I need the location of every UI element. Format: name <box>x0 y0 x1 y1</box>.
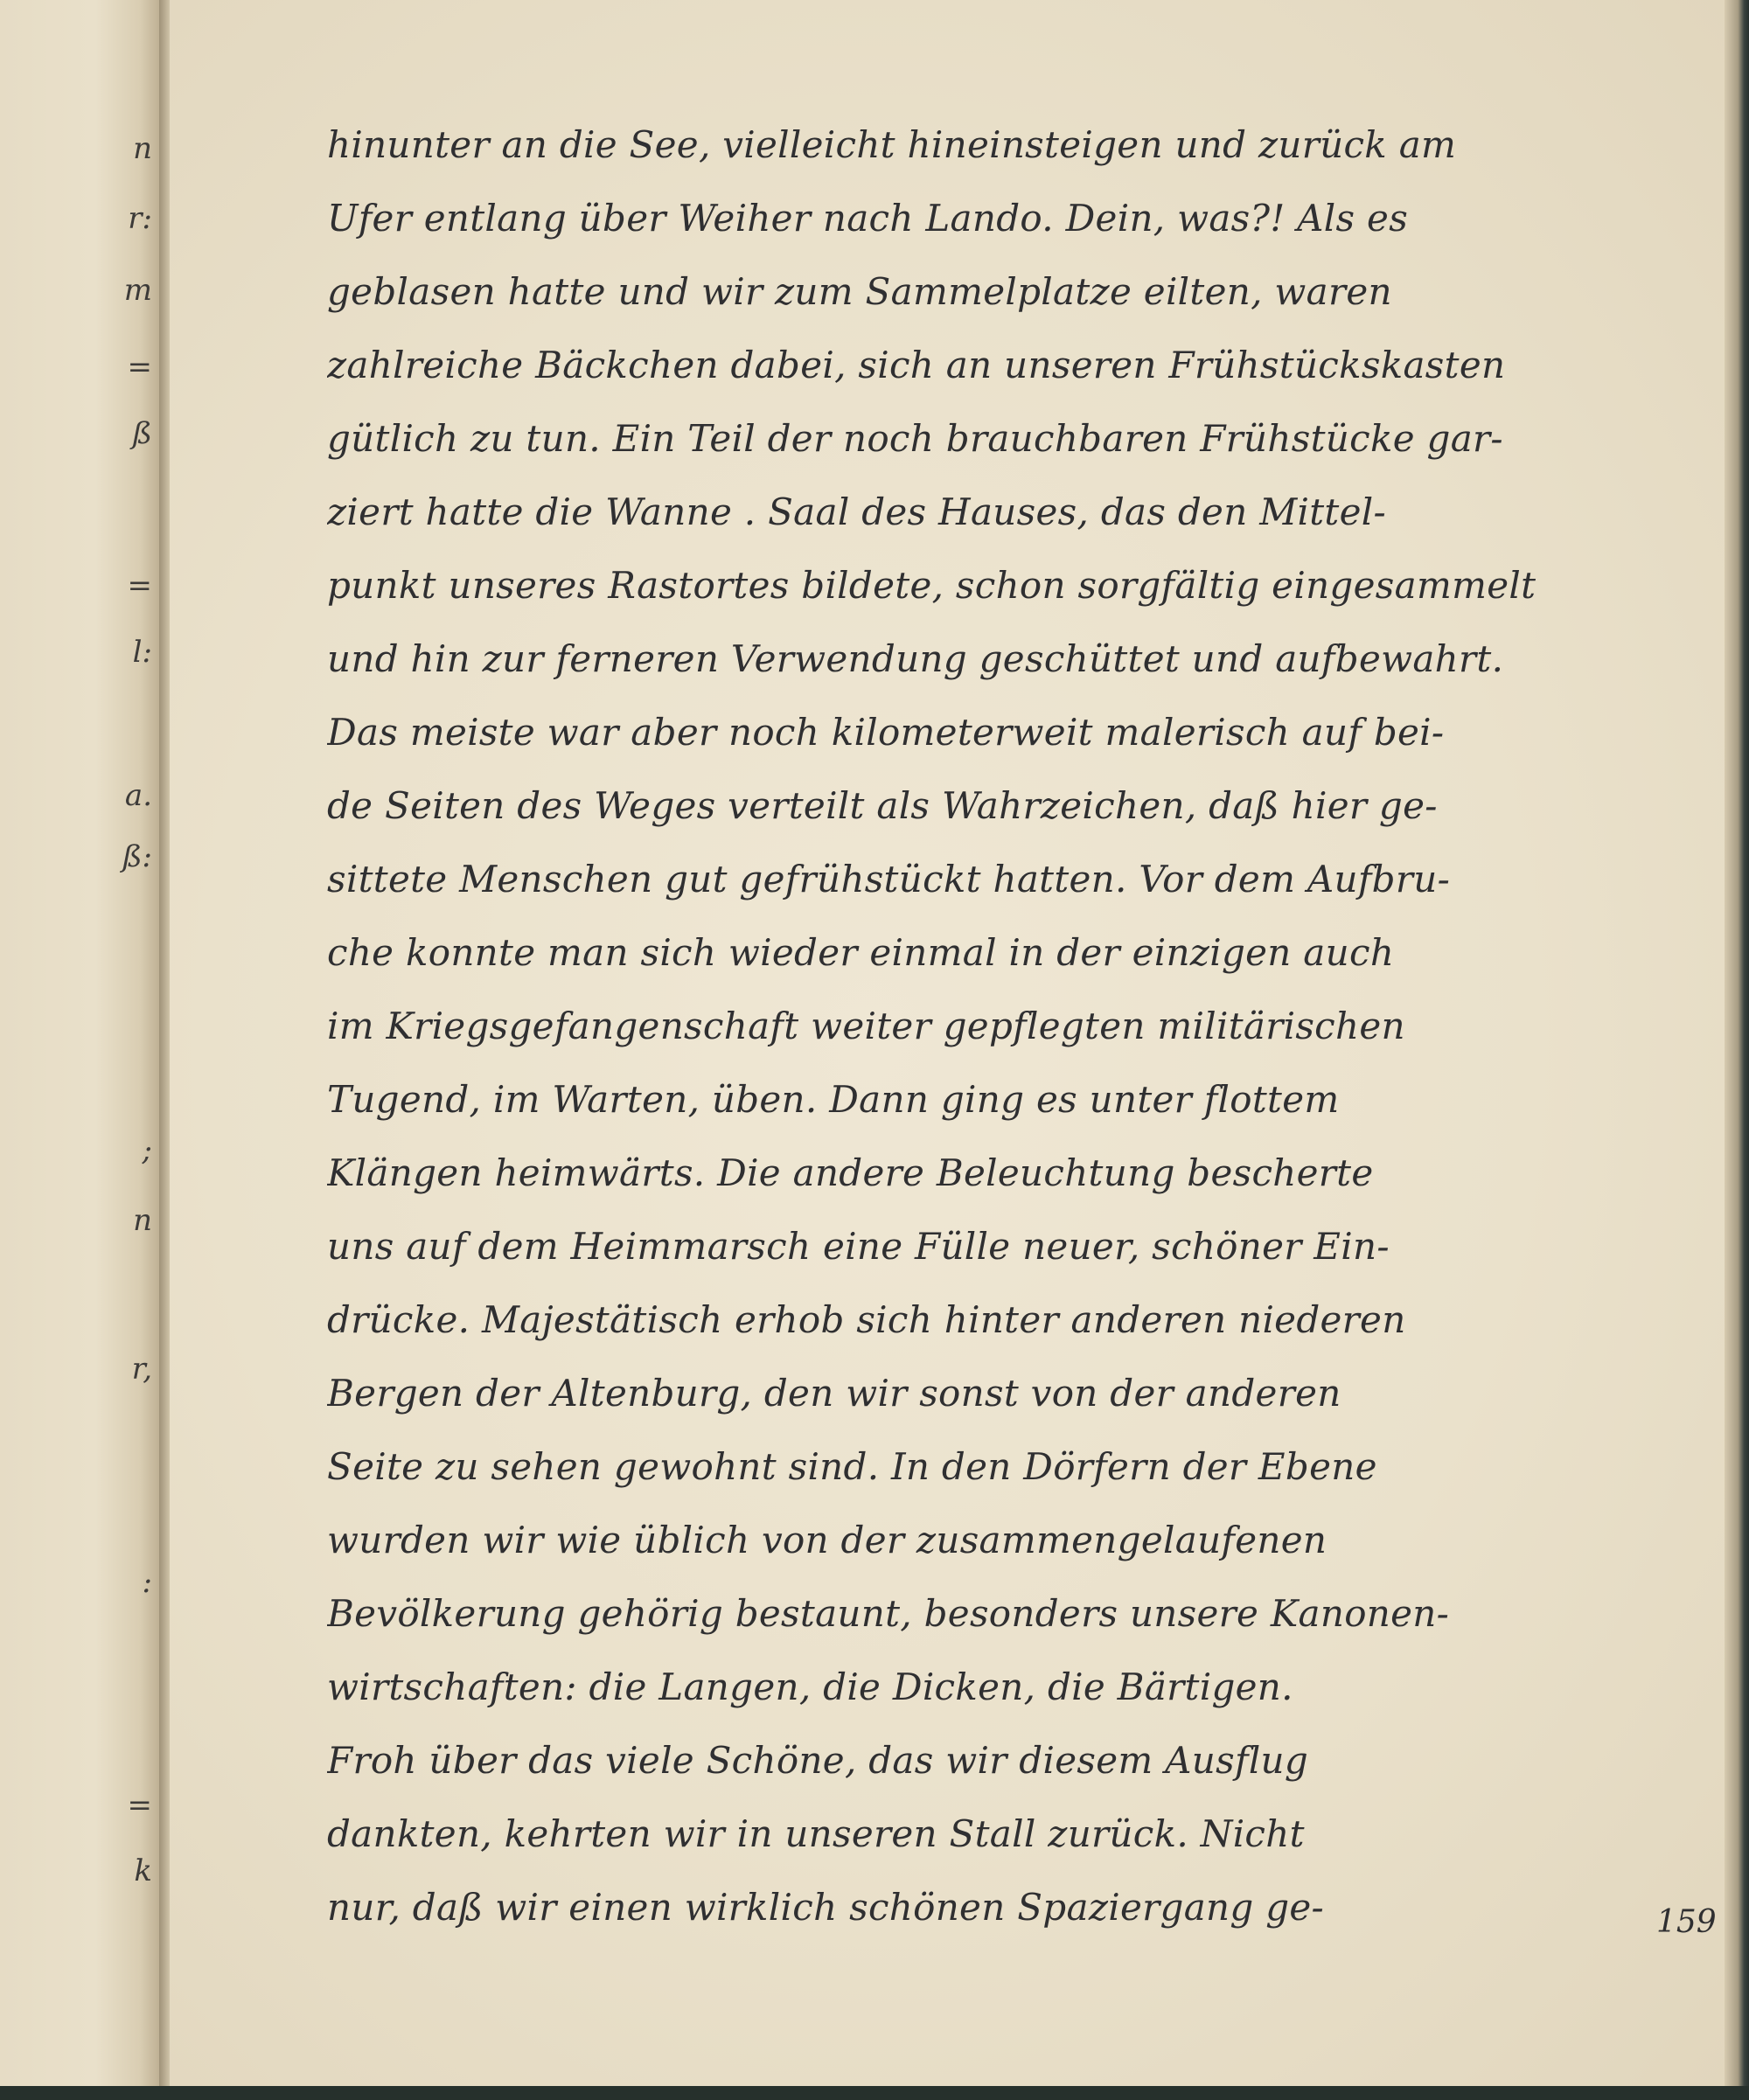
left-page-fragment: k <box>134 1853 152 1888</box>
right-page-edge <box>1725 0 1749 2086</box>
handwritten-text-block <box>327 108 1718 1944</box>
text-line: geblasen hatte und wir zum Sammelplatze eilten, waren <box>327 270 1392 313</box>
text-line: gütlich zu tun. Ein Teil der noch brauchbaren Frühstücke gar- <box>327 417 1503 460</box>
text-line: zahlreiche Bäckchen dabei, sich an unseren Frühstückskasten <box>327 344 1506 386</box>
text-line: wurden wir wie üblich von der zusammengelaufenen <box>327 1519 1327 1561</box>
text-line: hinunter an die See, vielleicht hineinsteigen und zurück am <box>327 123 1457 166</box>
text-line: uns auf dem Heimmarsch eine Fülle neuer, schöner Ein- <box>327 1225 1390 1268</box>
text-line: drücke. Majestätisch erhob sich hinter anderen niederen <box>327 1298 1406 1341</box>
text-line: und hin zur ferneren Verwendung geschüttet und aufbewahrt. <box>327 637 1504 680</box>
text-line: Seite zu sehen gewohnt sind. In den Dörfern der Ebene <box>327 1445 1377 1488</box>
left-page-fragment: ß <box>132 416 152 451</box>
page-number: 159 <box>1656 1904 1717 1940</box>
text-line: Klängen heimwärts. Die andere Beleuchtung bescherte <box>327 1151 1374 1194</box>
left-page-fragment: n <box>133 1203 152 1238</box>
left-page-fragment: = <box>127 350 152 385</box>
bottom-edge <box>0 2086 1749 2100</box>
text-line: Bergen der Altenburg, den wir sonst von der anderen <box>327 1372 1341 1415</box>
left-page-fragment: r: <box>128 201 152 236</box>
text-line: Froh über das viele Schöne, das wir diesem Ausflug <box>327 1739 1309 1782</box>
left-page-fragment: = <box>127 568 152 603</box>
left-page-fragment: n <box>133 131 152 166</box>
text-line: dankten, kehrten wir in unseren Stall zurück. Nicht <box>327 1812 1305 1855</box>
left-page-fragment: r, <box>131 1352 152 1387</box>
text-line: Ufer entlang über Weiher nach Lando. Dein, was?! Als es <box>327 197 1409 240</box>
text-line: Bevölkerung gehörig bestaunt, besonders unsere Kanonen- <box>327 1592 1450 1635</box>
text-line: che konnte man sich wieder einmal in der einzigen auch <box>327 931 1395 974</box>
text-line: punkt unseres Rastortes bildete, schon sorgfältig eingesammelt <box>327 564 1536 607</box>
text-line: ziert hatte die Wanne . Saal des Hauses, das den Mittel- <box>327 490 1386 533</box>
left-page-edge <box>0 0 159 2086</box>
left-page-fragment: m <box>123 273 152 308</box>
text-line: Das meiste war aber noch kilometerweit malerisch auf bei- <box>327 711 1445 754</box>
text-line: Tugend, im Warten, üben. Dann ging es unter flottem <box>327 1078 1340 1121</box>
text-line: sittete Menschen gut gefrühstückt hatten. Vor dem Aufbru- <box>327 858 1451 900</box>
text-line: nur, daß wir einen wirklich schönen Spaziergang ge- <box>327 1886 1325 1929</box>
text-line: wirtschaften: die Langen, die Dicken, die Bärtigen. <box>327 1665 1293 1708</box>
text-line: im Kriegsgefangenschaft weiter gepflegten militärischen <box>327 1005 1405 1047</box>
text-line: de Seiten des Weges verteilt als Wahrzeichen, daß hier ge- <box>327 784 1438 827</box>
left-page-fragment: ß: <box>122 839 152 874</box>
book-gutter <box>159 0 170 2086</box>
right-page <box>170 0 1725 2086</box>
left-page-fragment: l: <box>132 635 152 670</box>
left-page-fragment: ; <box>142 1133 152 1168</box>
left-page-fragment: a. <box>124 778 152 813</box>
left-page-fragment: : <box>142 1565 152 1600</box>
left-page-fragment: = <box>127 1788 152 1823</box>
